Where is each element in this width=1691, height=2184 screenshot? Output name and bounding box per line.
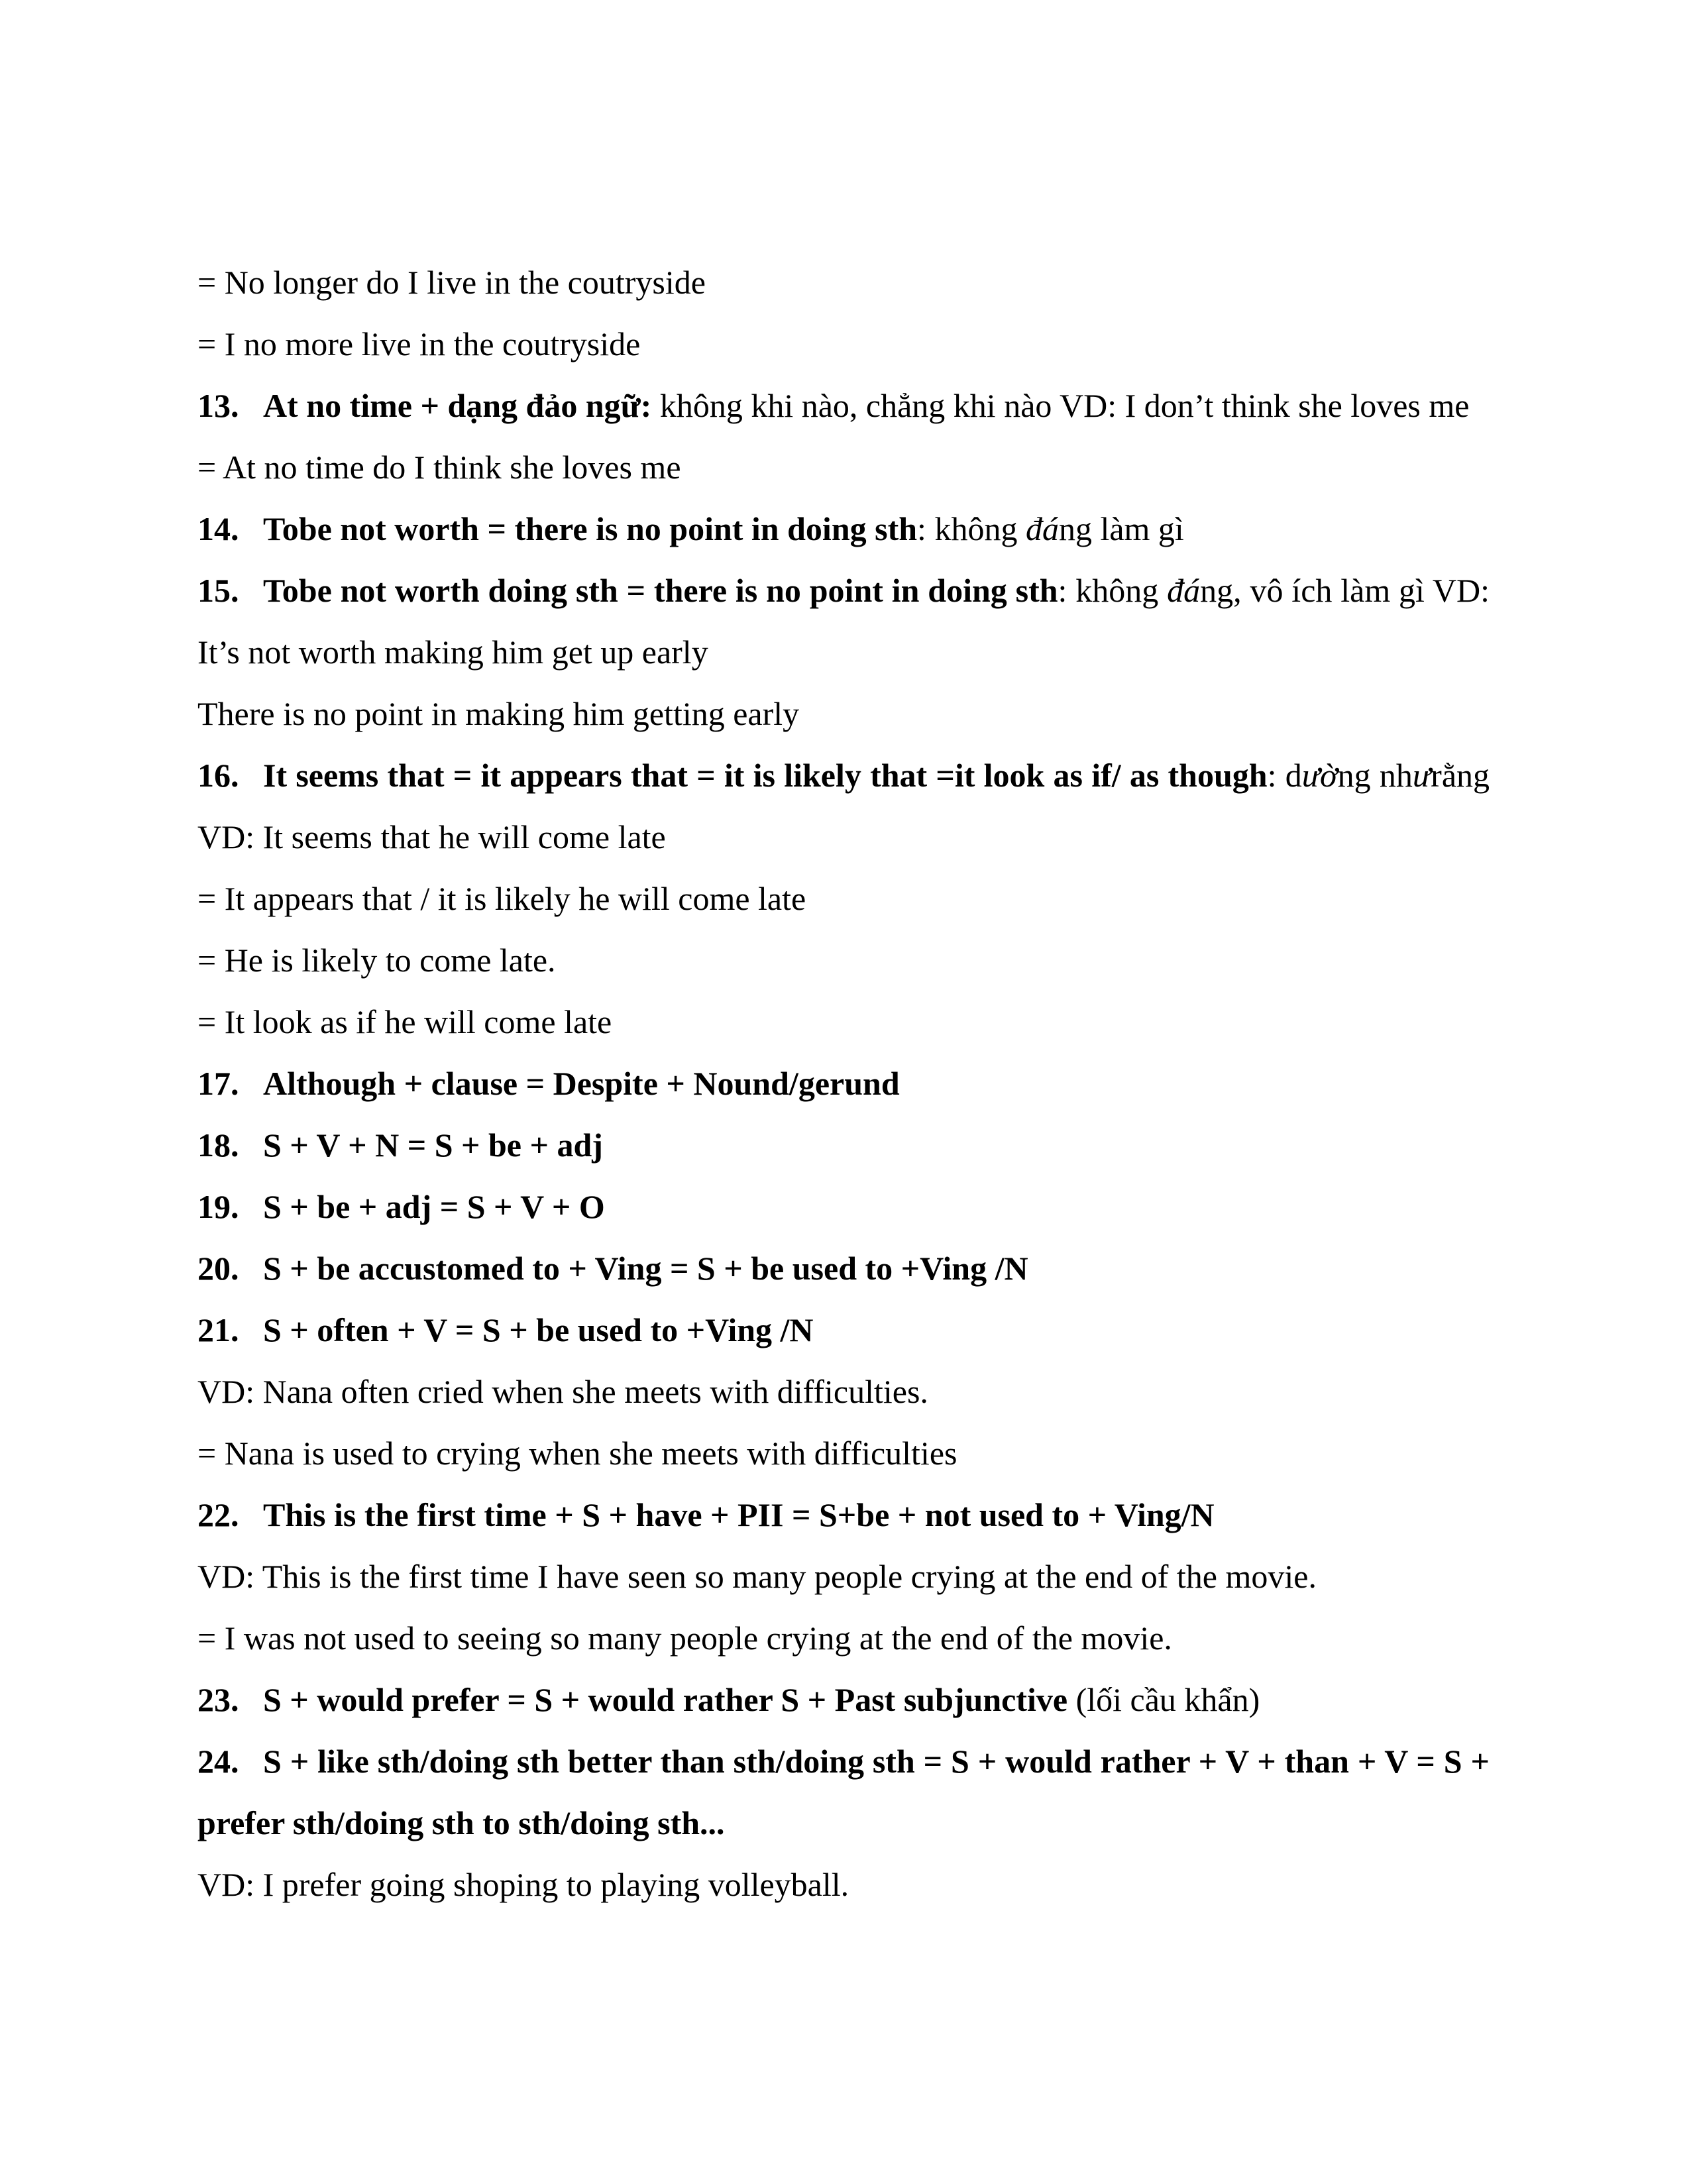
item-text: ng, vô ích làm gì VD: It’s not worth making him get up early xyxy=(197,572,1490,671)
list-item-18 xyxy=(197,1115,1490,1176)
item-text: không khi nào, chẳng khi nào VD: I don’t think she loves me xyxy=(651,387,1470,424)
item-text-italic: ư xyxy=(1412,757,1431,794)
text-line: = It look as if he will come late xyxy=(197,1003,612,1040)
item-number: 14. xyxy=(197,510,239,547)
text-line: VD: Nana often cried when she meets with difficulties. xyxy=(197,1373,928,1410)
text-line: = Nana is used to crying when she meets with difficulties xyxy=(197,1435,957,1472)
item-number: 19. xyxy=(197,1188,239,1225)
item-rule: S + would prefer = S + would rather S + Past subjunctive xyxy=(263,1681,1068,1718)
item-rule: S + V + N = S + be + adj xyxy=(263,1126,603,1164)
item-text: : d xyxy=(1267,757,1302,794)
item-number: 15. xyxy=(197,572,239,609)
list-item-24 xyxy=(197,1731,1490,1854)
list-item-16 xyxy=(197,745,1490,868)
item-text: rằng VD: It seems that he will come late xyxy=(197,757,1490,855)
item-rule: Tobe not worth = there is no point in doing sth xyxy=(263,510,918,547)
text-line: = It appears that / it is likely he will come late xyxy=(197,880,806,917)
item-rule: At no time + dạng đảo ngữ: xyxy=(263,387,652,424)
item-number: 16. xyxy=(197,757,239,794)
item-rule: Although + clause = Despite + Nound/gerund xyxy=(263,1065,900,1102)
item-text: ng làm gì xyxy=(1058,510,1184,547)
item-number: 18. xyxy=(197,1126,239,1164)
item-rule: It seems that = it appears that = it is likely that =it look as if/ as though xyxy=(263,757,1268,794)
list-item-22 xyxy=(197,1484,1490,1546)
item-text-italic: đá xyxy=(1167,572,1201,609)
item-number: 17. xyxy=(197,1065,239,1102)
text-line: = I was not used to seeing so many people crying at the end of the movie. xyxy=(197,1619,1172,1657)
text-line: There is no point in making him getting early xyxy=(197,695,800,732)
list-item-15 xyxy=(197,560,1490,683)
item-text: : không xyxy=(917,510,1026,547)
text-line: = No longer do I live in the coutryside xyxy=(197,264,706,301)
item-rule: S + often + V = S + be used to +Ving /N xyxy=(263,1311,814,1348)
text-line: = I no more live in the coutryside xyxy=(197,325,641,362)
list-item-21 xyxy=(197,1299,1490,1361)
item-text: : không xyxy=(1058,572,1168,609)
item-number: 23. xyxy=(197,1681,239,1718)
text-line: VD: This is the first time I have seen so many people crying at the end of the movie. xyxy=(197,1558,1317,1595)
item-text: (lối cầu khẩn) xyxy=(1067,1681,1260,1718)
text-line: = He is likely to come late. xyxy=(197,942,556,979)
item-rule: Tobe not worth doing sth = there is no point in doing sth xyxy=(263,572,1058,609)
text-line: VD: I prefer going shoping to playing volleyball. xyxy=(197,1866,849,1903)
item-number: 21. xyxy=(197,1311,239,1348)
item-text-italic: ườ xyxy=(1301,757,1338,794)
text-line: = At no time do I think she loves me xyxy=(197,449,681,486)
item-number: 20. xyxy=(197,1250,239,1287)
item-number: 24. xyxy=(197,1743,239,1780)
item-rule: S + be accustomed to + Ving = S + be used to +Ving /N xyxy=(263,1250,1028,1287)
list-item-19 xyxy=(197,1176,1490,1238)
item-rule: S + like sth/doing sth better than sth/doing sth = S + would rather + V + than + V = S + prefer sth/doing sth to sth/doing sth... xyxy=(197,1743,1490,1841)
list-item-23 xyxy=(197,1669,1490,1731)
item-text: ng nh xyxy=(1337,757,1413,794)
list-item-13 xyxy=(197,375,1490,437)
list-item-17 xyxy=(197,1053,1490,1115)
item-number: 22. xyxy=(197,1496,239,1533)
item-text-italic: đá xyxy=(1025,510,1059,547)
item-number: 13. xyxy=(197,387,239,424)
item-rule: This is the first time + S + have + PII = S+be + not used to + Ving/N xyxy=(263,1496,1215,1533)
list-item-14 xyxy=(197,498,1490,560)
document-page xyxy=(197,252,1490,1916)
list-item-20 xyxy=(197,1238,1490,1299)
item-rule: S + be + adj = S + V + O xyxy=(263,1188,605,1225)
